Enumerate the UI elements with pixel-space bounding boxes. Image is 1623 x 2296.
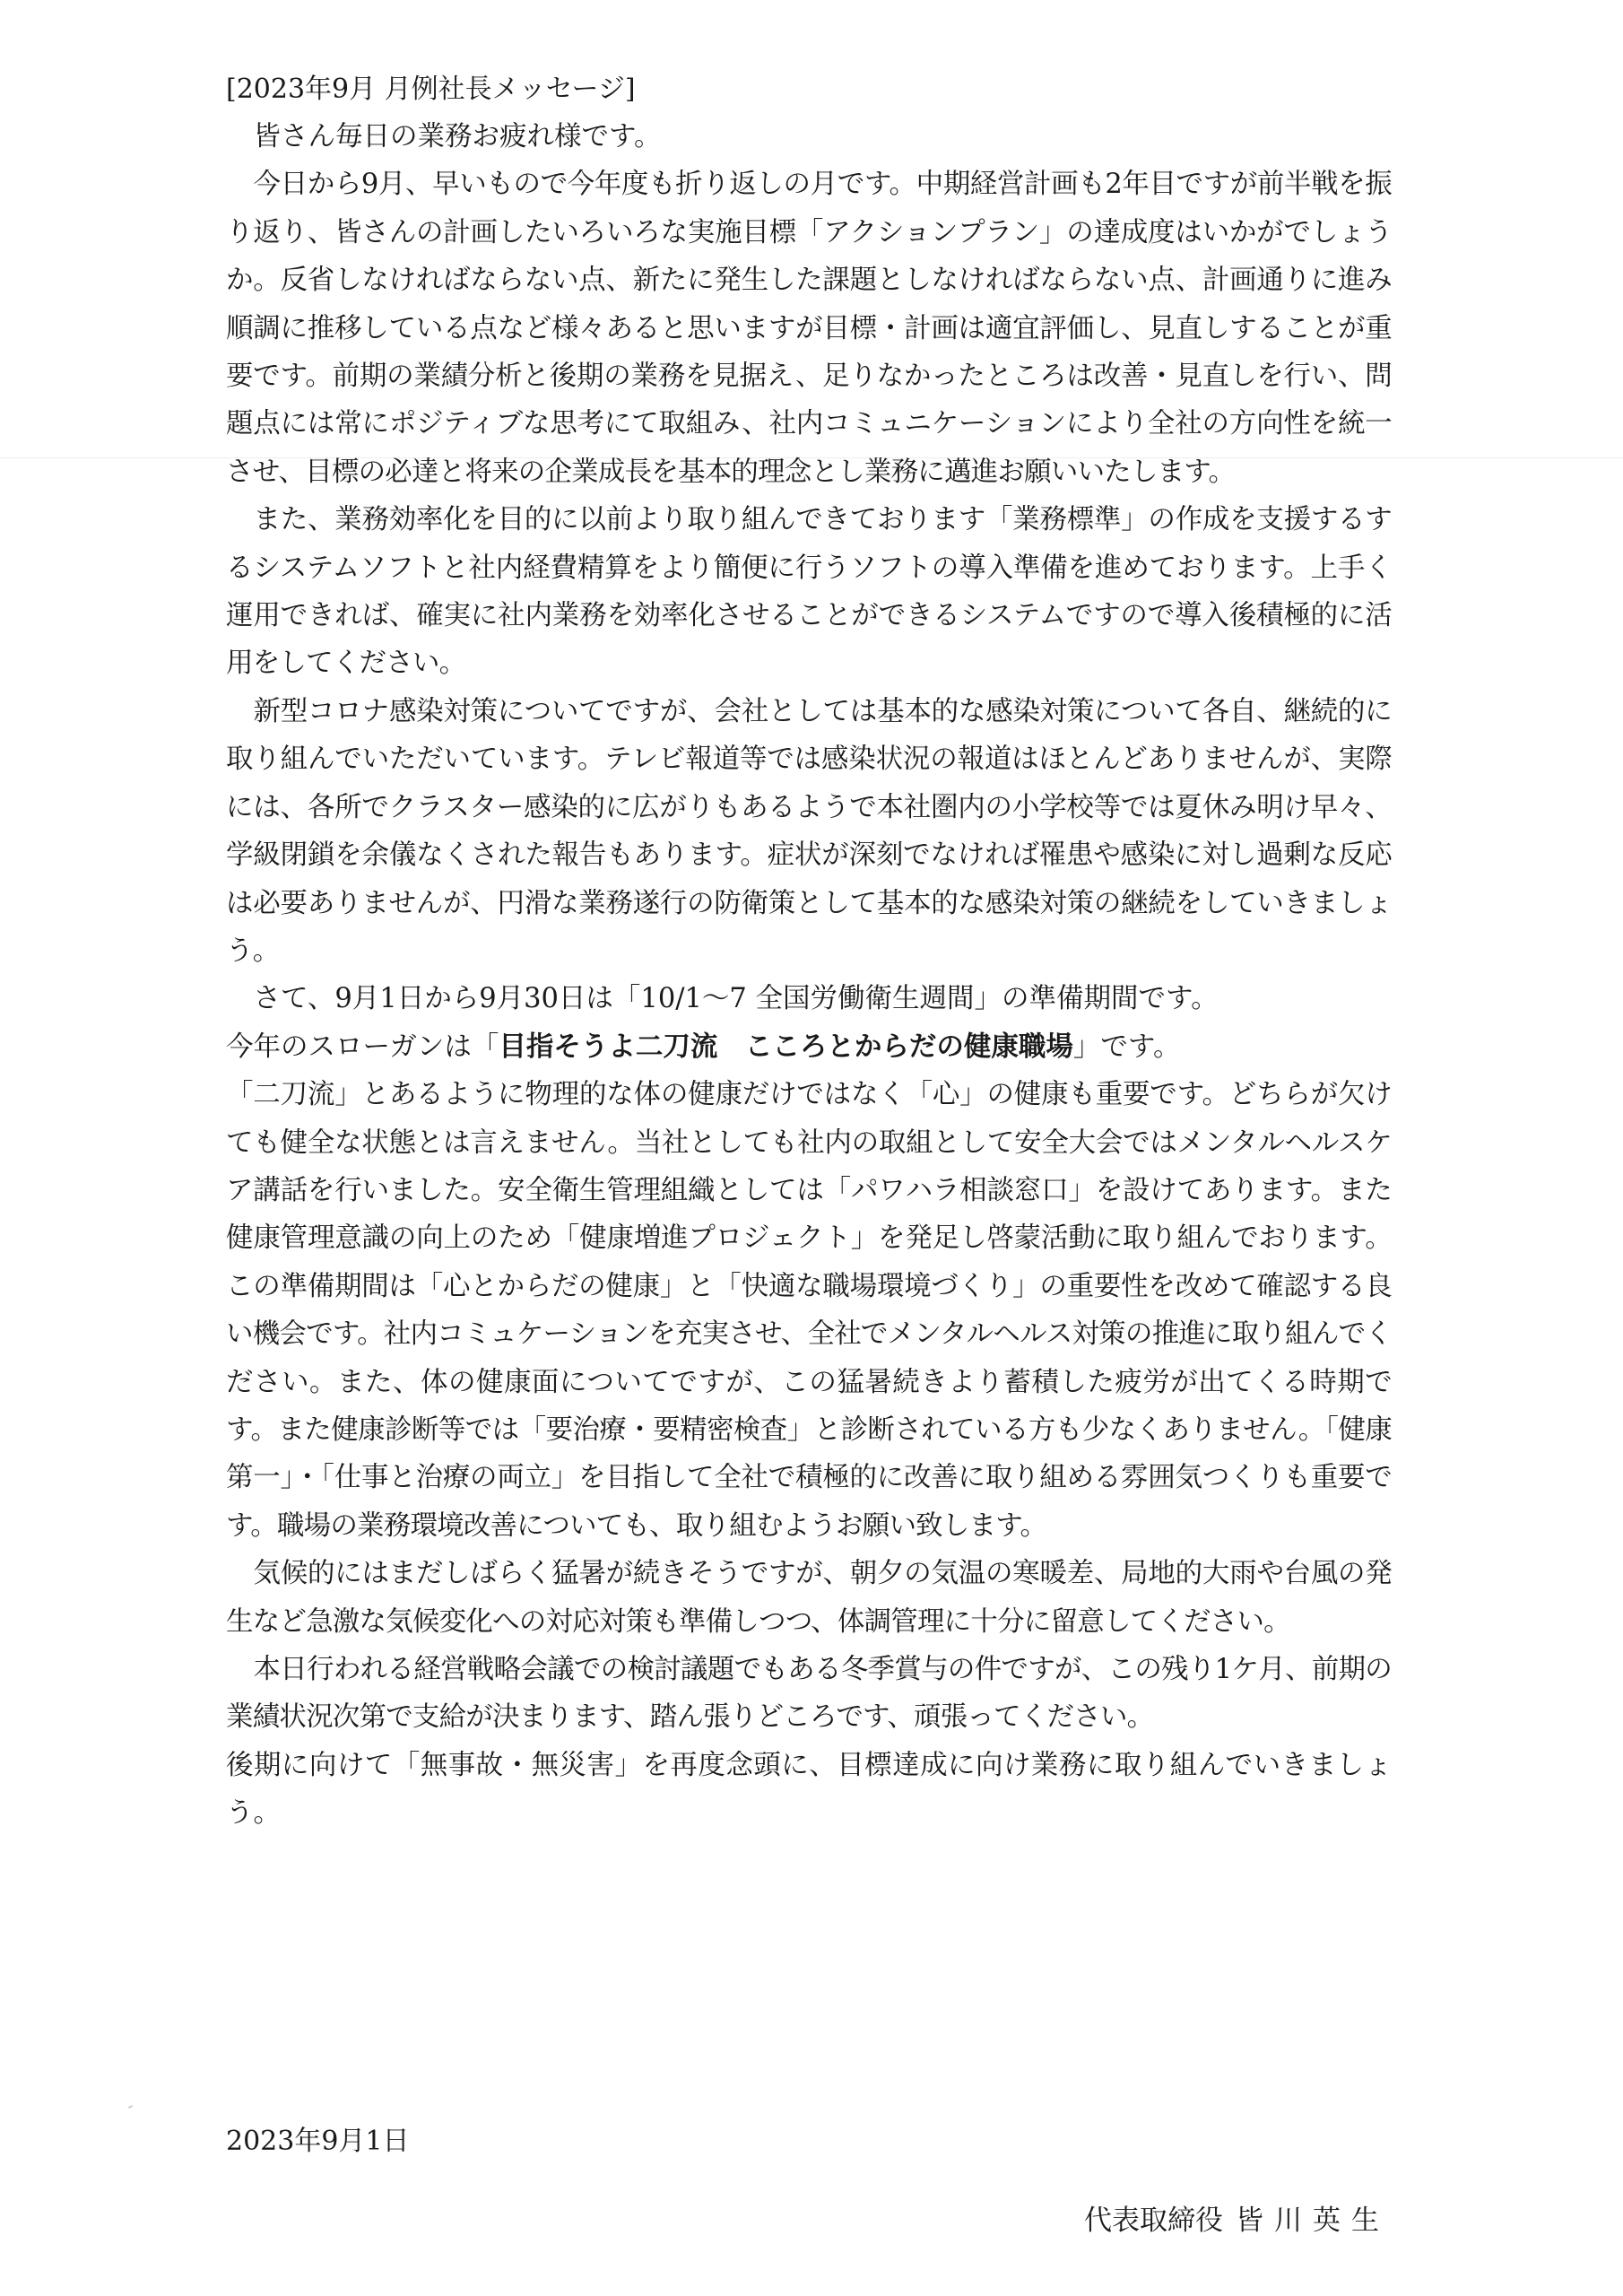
paragraph-covid: 新型コロナ感染対策についてですが、会社としては基本的な感染対策について各自、継続的に取り組んでいただいています。テレビ報道等では感染状況の報道はほとんどありませんが、実際には、各所でクラスター感染的に広がりもあるようで本社圏内の小学校等では夏休み明け早々、学級閉鎖を余儀なくされた報告もあります。症状が深刻でなければ罹患や感染に対し過剰な反応は必要ありませんが、円滑な業務遂行の防衛策として基本的な感染対策の継続をしていきましょう。 xyxy=(226,695,1392,967)
paragraph-bonus: 本日行われる経営戦略会議での検討議題でもある冬季賞与の件ですが、この残り1ケ月、前期の業績状況次第で支給が決まります、踏ん張りどころです、頑張ってください。 xyxy=(226,1654,1392,1734)
signature xyxy=(1084,2197,1390,2244)
paragraph-efficiency: また、業務効率化を目的に以前より取り組んできております「業務標準」の作成を支援するするシステムソフトと社内経費精算をより簡便に行うソフトの導入準備を進めております。上手く運用できれば、確実に社内業務を効率化させることができるシステムですので導入後積極的に活用をしてください。 xyxy=(226,504,1392,680)
signature-name: 皆川英生 xyxy=(1236,2205,1390,2237)
message-date: 2023年9月1日 xyxy=(226,2126,410,2157)
greeting: 皆さん毎日の業務お疲れ様です。 xyxy=(253,121,662,152)
slogan-prefix: 今年のスローガンは「 xyxy=(226,1031,499,1063)
signature-title: 代表取締役 xyxy=(1084,2205,1223,2237)
closing-line: 後期に向けて「無事故・無災害」を再度念頭に、目標達成に向け業務に取り組んでいきましょう。 xyxy=(226,1749,1392,1830)
message-header: [2023年9月 月例社長メッセージ] xyxy=(226,74,636,105)
message-body xyxy=(226,66,1392,1838)
slogan-text: 目指そうよ二刀流 こころとからだの健康職場 xyxy=(499,1030,1073,1063)
slogan-suffix: 」です。 xyxy=(1072,1031,1181,1063)
scan-artifact-mark xyxy=(128,2105,133,2109)
paragraph-health: 「二刀流」とあるように物理的な体の健康だけではなく「心」の健康も重要です。どちらが欠けても健全な状態とは言えません。当社としても社内の取組として安全大会ではメンタルヘルスケア講話を行いました。安全衛生管理組織としては「パワハラ相談窓口」を設けてあります。また健康管理意識の向上のため「健康増進プロジェクト」を発足し啓蒙活動に取り組んでおります。この準備期間は「心とからだの健康」と「快適な職場環境づくり」の重要性を改めて確認する良い機会です。社内コミュケーションを充実させ、全社でメンタルヘルス対策の推進に取り組んでください。また、体の健康面についてですが、この猛暑続きより蓄積した疲労が出てくる時期です。また健康診断等では「要治療・要精密検査」と診断されている方も少なくありません。「健康第一」・「仕事と治療の両立」を目指して全社で積極的に改善に取り組める雰囲気つくりも重要です。職場の業務環境改善についても、取り組むようお願い致します。 xyxy=(226,1079,1392,1542)
paragraph-safety-week: さて、9月1日から9月30日は「10/1～7 全国労働衛生週間」の準備期間です。 xyxy=(253,983,1219,1015)
slogan-line xyxy=(226,1023,1392,1071)
paragraph-weather: 気候的にはまだしばらく猛暑が続きそうですが、朝夕の気温の寒暖差、局地的大雨や台風の発生など急激な気候変化への対応対策も準備しつつ、体調管理に十分に留意してください。 xyxy=(226,1558,1392,1638)
paragraph-plan-review: 今日から9月、早いもので今年度も折り返しの月です。中期経営計画も2年目ですが前半戦を振り返り、皆さんの計画したいろいろな実施目標「アクションプラン」の達成度はいかがでしょうか。反省しなければならない点、新たに発生した課題としなければならない点、計画通りに進み順調に推移している点など様々あると思いますが目標・計画は適宜評価し、見直しすることが重要です。前期の業績分析と後期の業務を見据え、足りなかったところは改善・見直しを行い、問題点には常にポジティブな思考にて取組み、社内コミュニケーションにより全社の方向性を統一させ、目標の必達と将来の企業成長を基本的理念とし業務に邁進お願いいたします。 xyxy=(226,169,1392,488)
